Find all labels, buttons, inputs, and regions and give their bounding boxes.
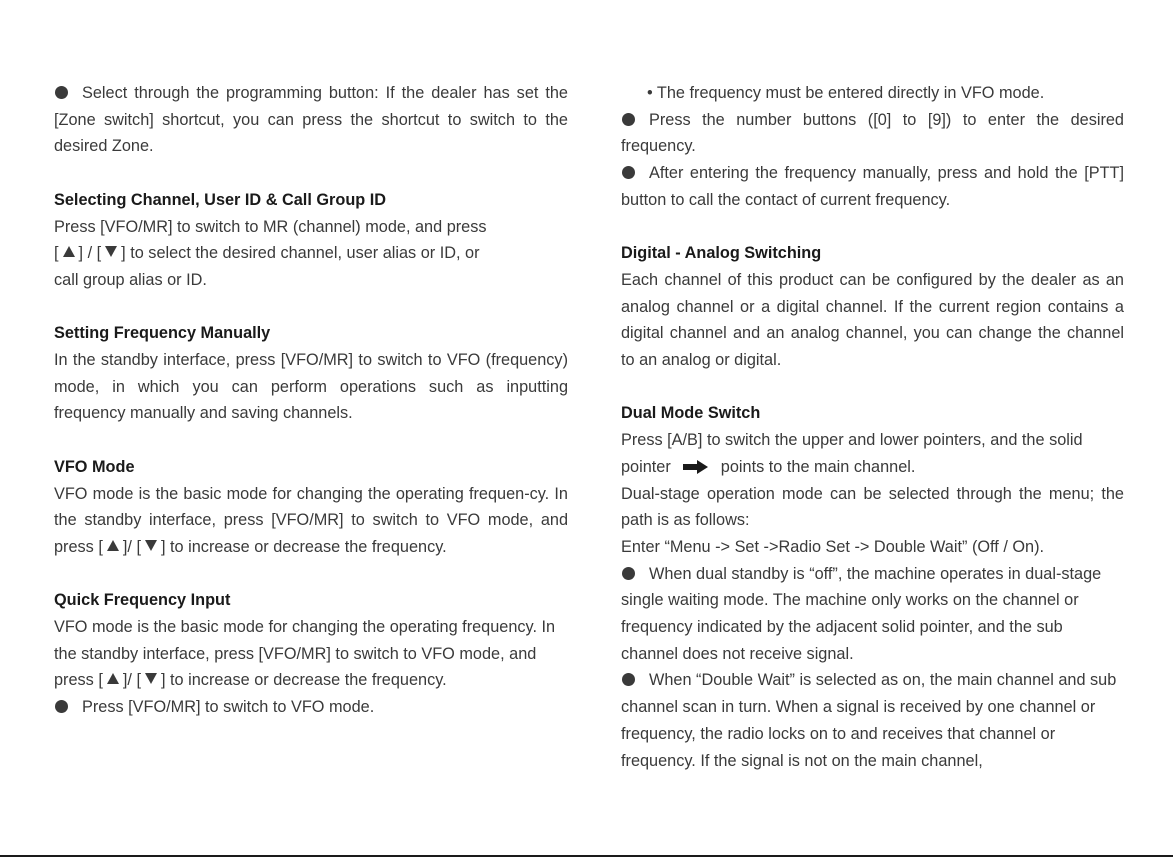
down-arrow-icon xyxy=(145,540,157,551)
bottom-rule xyxy=(0,855,1173,857)
quick-frequency-paragraph: VFO mode is the basic mode for changing the operating frequency. In the standby interface, press [VFO/MR] to switch to VFO mode, and press [ ]/ [ ] to increase or decrease the frequency. xyxy=(54,618,556,690)
number-buttons-paragraph: Press the number buttons ([0] to [9]) to enter the desired frequency. xyxy=(621,110,1124,156)
dual-mode-paragraph-b: pointer points to the main channel. xyxy=(621,457,916,476)
solid-pointer-arrow-icon xyxy=(683,460,709,474)
bullet-icon xyxy=(622,567,635,580)
bullet-icon xyxy=(622,166,635,179)
bullet-icon xyxy=(622,113,635,126)
up-arrow-icon xyxy=(107,673,119,684)
up-arrow-icon xyxy=(107,540,119,551)
left-column xyxy=(54,80,568,721)
vfo-mode-paragraph: VFO mode is the basic mode for changing the operating frequen-cy. In the standby interface, press [VFO/MR] to switch to VFO mode, and press [ ]/ [ ] to increase or decrease the frequency. xyxy=(54,484,568,556)
heading-quick-frequency: Quick Frequency Input xyxy=(54,591,231,610)
vfo-note: • The frequency must be entered directly in VFO mode. xyxy=(647,84,1045,102)
channel-paragraph: Press [VFO/MR] to switch to MR (channel) mode, and press [ ] / [ ] to select the desired channel, user alias or ID, or call group alias or ID. xyxy=(54,217,487,289)
bullet-icon xyxy=(622,673,635,686)
zone-switch-paragraph: Select through the programming button: If the dealer has set the [Zone switch] shortcut, you can press the shortcut to switch to the desired Zone. xyxy=(54,84,568,156)
manual-frequency-paragraph: In the standby interface, press [VFO/MR] to switch to VFO (frequency) mode, in which you can perform operations such as inputting frequency manually and saving channels. xyxy=(54,351,568,423)
right-column xyxy=(621,80,1124,774)
dual-standby-off-paragraph: When dual standby is “off”, the machine operates in dual-stage single waiting mode. The machine only works on the channel or frequency indicated by the adjacent solid pointer, and the sub channel does not receive signal. xyxy=(621,564,1102,663)
heading-selecting-channel: Selecting Channel, User ID & Call Group ID xyxy=(54,190,387,209)
vfo-bullet-paragraph: Press [VFO/MR] to switch to VFO mode. xyxy=(54,694,568,721)
heading-vfo-mode: VFO Mode xyxy=(54,457,135,476)
dual-mode-paragraph-c: Dual-stage operation mode can be selected through the menu; the path is as follows: xyxy=(621,484,1124,530)
dual-mode-paragraph-a: Press [A/B] to switch the upper and lower pointers, and the solid xyxy=(621,431,1083,450)
down-arrow-icon xyxy=(105,246,117,257)
digital-analog-paragraph: Each channel of this product can be configured by the dealer as an analog channel or a digital channel. If the current region contains a digital channel and an analog channel, you can change the channel to an analog or digital. xyxy=(621,270,1124,370)
up-arrow-icon xyxy=(63,246,75,257)
dual-mode-path: Enter “Menu -> Set ->Radio Set -> Double Wait” (Off / On). xyxy=(621,537,1045,556)
down-arrow-icon xyxy=(145,673,157,684)
heading-digital-analog: Digital - Analog Switching xyxy=(621,244,822,263)
heading-dual-mode: Dual Mode Switch xyxy=(621,404,761,423)
heading-setting-frequency: Setting Frequency Manually xyxy=(54,324,271,343)
bullet-icon xyxy=(55,86,68,99)
bullet-icon xyxy=(55,700,68,713)
ptt-paragraph: After entering the frequency manually, press and hold the [PTT] button to call the contact of current frequency. xyxy=(621,164,1124,209)
double-wait-on-paragraph: When “Double Wait” is selected as on, the main channel and sub channel scan in turn. When a signal is received by one channel or frequency, the radio locks on to and receives that channel or frequency. If the signal is not on the main channel, xyxy=(621,671,1117,770)
